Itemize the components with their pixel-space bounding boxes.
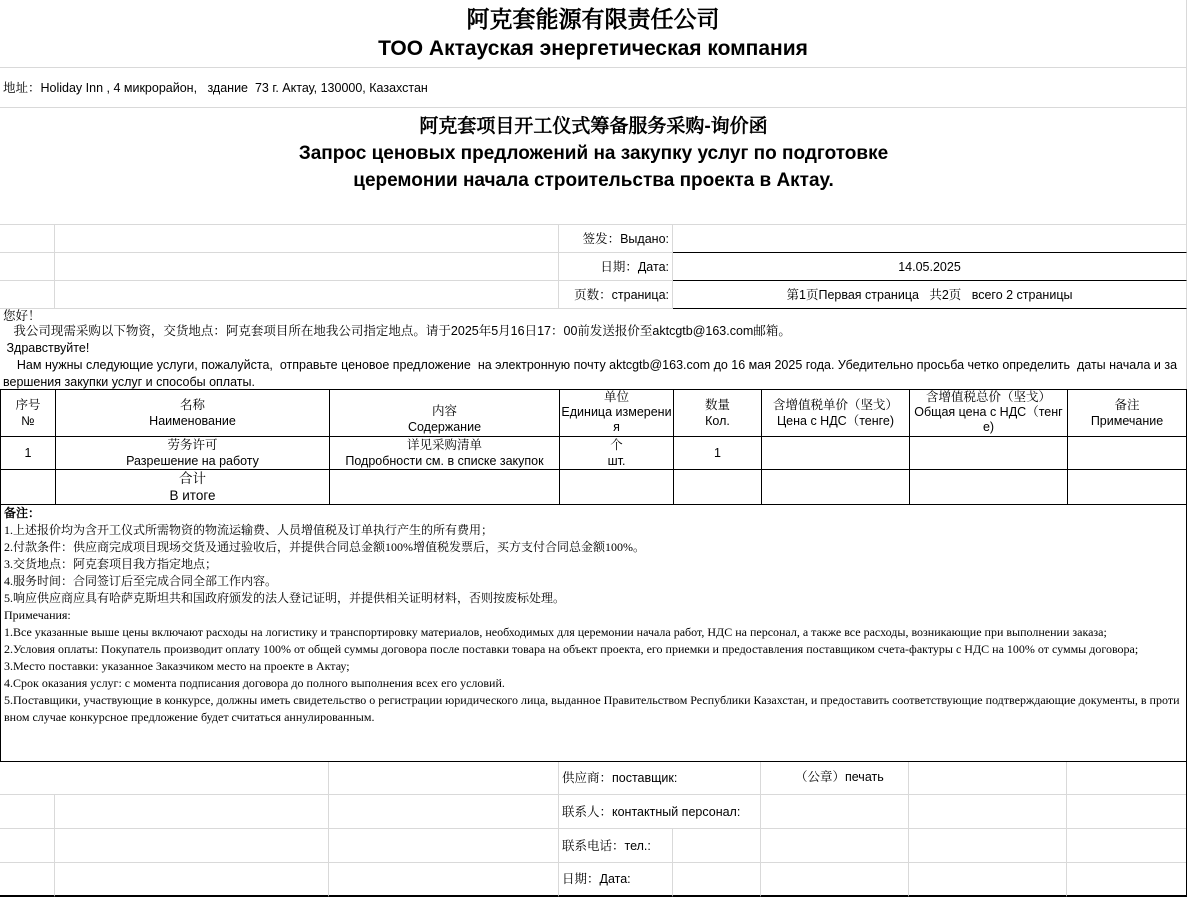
col-header-unit-price [761, 389, 910, 437]
cell-empty[interactable] [909, 795, 1067, 829]
cell-empty[interactable] [1067, 795, 1187, 829]
cell-empty[interactable] [55, 253, 559, 281]
issued-value-cell[interactable] [673, 225, 1187, 253]
company-name-cn: 阿克套能源有限责任公司 [466, 5, 720, 32]
contact-value-cell[interactable] [761, 795, 909, 829]
contact-label: 联系人：контактный персонал: [562, 804, 741, 819]
row-name-cn: 劳务许可 [167, 438, 218, 452]
table-row-1-unit-price[interactable] [761, 436, 910, 470]
greeting-cn-hello: 您好！ [3, 309, 41, 323]
col-header-no-ru: № [21, 414, 35, 428]
supplier-label-cell [559, 761, 761, 795]
col-header-remark [1067, 389, 1187, 437]
total-row-label [55, 469, 330, 505]
table-row-1-content[interactable] [329, 436, 560, 470]
cell-empty[interactable] [55, 863, 329, 897]
cell-empty[interactable] [0, 863, 55, 897]
cell-empty[interactable] [909, 829, 1067, 863]
page-value: 第1页Первая страница 共2页 всего 2 страницы [786, 287, 1073, 302]
notes-cn-item-1: 1.上述报价均为含开工仪式所需物资的物流运输费、人员增值税及订单执行产生的所有费用； [4, 523, 494, 537]
total-row-unit[interactable] [559, 469, 674, 505]
issued-label-cell [559, 225, 673, 253]
cell-empty[interactable] [0, 795, 55, 829]
cell-empty[interactable] [761, 863, 909, 897]
notes-ru-item-1: 1.Все указанные выше цены включают расходы на логистику и транспортировку материалов, необходимых для церемонии начала работ, НДС на персонал, а также все расходы, возникающие при выполнении заказа; [4, 625, 1107, 639]
page-label: 页数：страница: [574, 287, 669, 302]
sign-date-label: 日期：Дата: [562, 872, 631, 886]
greeting-ru-body: Нам нужны следующие услуги, пожалуйста, отправьте ценовое предложение на электронную почту aktcgtb@163.com до 16 мая 2025 года. Убедительно просьба четко определить даты начала и завершения закупки услуг и способы оплаты. [3, 358, 1178, 389]
notes-ru-item-5: 5.Поставщики, участвующие в конкурсе, должны иметь свидетельство о регистрации юридического лица, выданное Правительством Республики Казахстан, и предоставить соответствующие подтверждающие документы, в противном случае конкурсное предложение будет считаться аннулированным. [4, 693, 1180, 724]
cell-empty[interactable] [0, 225, 55, 253]
table-row-1-unit[interactable] [559, 436, 674, 470]
col-header-name-cn: 名称 [179, 398, 205, 412]
row-content-ru: Подробности см. в списке закупок [345, 454, 544, 468]
cell-empty[interactable] [55, 281, 559, 309]
row-name-ru: Разрешение на работу [126, 454, 259, 468]
supplier-label: 供应商：поставщик: [562, 770, 678, 785]
page-label-cell [559, 281, 673, 309]
total-row-remark[interactable] [1067, 469, 1187, 505]
notes-cell[interactable] [0, 504, 1187, 762]
greeting-ru-hello: Здравствуйте! [3, 341, 90, 355]
company-title-cell[interactable] [0, 0, 1187, 68]
col-header-content-ru: Содержание [407, 420, 482, 434]
company-name-ru: ТОО Актауская энергетическая компания [378, 36, 808, 60]
total-row-content[interactable] [329, 469, 560, 505]
document-title-cell[interactable] [0, 108, 1187, 225]
issued-label: 签发：Выдано: [582, 231, 669, 246]
row-no: 1 [24, 446, 32, 460]
total-row-qty[interactable] [673, 469, 762, 505]
table-row-1-no[interactable] [0, 436, 56, 470]
cell-empty[interactable] [1067, 863, 1187, 897]
col-header-qty-ru: Кол. [705, 414, 730, 428]
seal-label: （公章）печать [795, 770, 884, 784]
date-label-cell [559, 253, 673, 281]
date-value: 14.05.2025 [898, 259, 961, 274]
address-text: 地址：Holiday Inn , 4 микрорайон, здание 73 г. Актау, 130000, Казахстан [3, 80, 428, 95]
document-title-ru-line1: Запрос ценовых предложений на закупку услуг по подготовке [298, 143, 889, 164]
cell-empty[interactable] [0, 253, 55, 281]
col-header-total-price [909, 389, 1068, 437]
document-title-ru-line2: церемонии начала строительства проекта в Актау. [353, 170, 834, 191]
col-header-no-cn: 序号 [15, 398, 41, 412]
col-header-name-ru: Наименование [149, 414, 236, 428]
col-header-content [329, 389, 560, 437]
contact-label-cell [559, 795, 761, 829]
notes-ru-title: Примечания: [4, 608, 71, 622]
row-unit-cn: 个 [610, 438, 623, 452]
notes-cn-item-4: 4.服务时间：合同签订后至完成合同全部工作内容。 [4, 574, 278, 588]
col-header-unit [559, 389, 674, 437]
notes-cn-item-2: 2.付款条件：供应商完成项目现场交货及通过验收后，并提供合同总金额100%增值税发票后，买方支付合同总金额100%。 [4, 540, 645, 554]
cell-empty[interactable] [329, 761, 559, 795]
row-qty: 1 [714, 446, 721, 460]
cell-empty[interactable] [55, 225, 559, 253]
table-row-1-remark[interactable] [1067, 436, 1187, 470]
page-value-cell[interactable] [673, 281, 1187, 309]
cell-empty[interactable] [55, 795, 329, 829]
col-header-unit-price-ru: Цена с НДС（тенге) [776, 414, 895, 428]
row-content-cn: 详见采购清单 [406, 438, 482, 452]
phone-label-cell [559, 829, 673, 863]
col-header-name [55, 389, 330, 437]
address-cell[interactable] [0, 68, 1187, 108]
cell-empty[interactable] [329, 863, 559, 897]
cell-empty[interactable] [0, 761, 329, 795]
notes-cn-item-5: 5.响应供应商应具有哈萨克斯坦共和国政府颁发的法人登记证明，并提供相关证明材料，否则按废标处理。 [4, 591, 566, 605]
phone-value-cell[interactable] [673, 829, 761, 863]
total-row-total-price[interactable] [909, 469, 1068, 505]
col-header-remark-cn: 备注 [1114, 398, 1140, 412]
col-header-unit-cn: 单位 [603, 390, 629, 404]
col-header-total-price-ru: Общая цена с НДС（тенге) [914, 405, 1063, 434]
greeting-cn-body: 我公司现需采购以下物资，交货地点：阿克套项目所在地我公司指定地点。请于2025年5月16日17：00前发送报价至aktcgtb@163.com邮箱。 [3, 324, 791, 338]
notes-cn-title: 备注： [4, 506, 41, 520]
row-unit-ru: шт. [607, 454, 626, 468]
sign-date-label-cell [559, 863, 673, 897]
table-row-1-qty[interactable] [673, 436, 762, 470]
cell-empty[interactable] [329, 795, 559, 829]
cell-empty[interactable] [329, 829, 559, 863]
notes-cn-item-3: 3.交货地点：阿克套项目我方指定地点； [4, 557, 218, 571]
date-label: 日期：Дата: [600, 259, 669, 274]
total-row-no[interactable] [0, 469, 56, 505]
date-value-cell[interactable] [673, 253, 1187, 281]
total-label-ru: В итоге [169, 488, 216, 503]
seal-cell[interactable] [761, 761, 909, 795]
cell-empty[interactable] [761, 829, 909, 863]
total-row-unit-price[interactable] [761, 469, 910, 505]
greeting-cell[interactable] [0, 309, 1187, 389]
col-header-unit-ru: Единица измерения [561, 405, 672, 434]
col-header-total-price-cn: 含增值税总价（坚戈） [925, 390, 1051, 404]
cell-empty[interactable] [909, 863, 1067, 897]
col-header-remark-ru: Примечание [1090, 414, 1164, 428]
col-header-unit-price-cn: 含增值税单价（坚戈） [772, 398, 898, 412]
col-header-qty [673, 389, 762, 437]
table-row-1-name[interactable] [55, 436, 330, 470]
cell-empty[interactable] [55, 829, 329, 863]
sign-date-value-cell[interactable] [673, 863, 761, 897]
notes-ru-item-3: 3.Место поставки: указанное Заказчиком место на проекте в Актау; [4, 659, 350, 673]
total-label-cn: 合计 [179, 471, 206, 486]
notes-ru-item-4: 4.Срок оказания услуг: с момента подписания договора до полного выполнения всех его условий. [4, 676, 505, 690]
phone-label: 联系电话：тел.: [562, 838, 651, 853]
cell-empty[interactable] [1067, 829, 1187, 863]
cell-empty[interactable] [1067, 761, 1187, 795]
cell-empty[interactable] [0, 829, 55, 863]
document-title-cn: 阿克套项目开工仪式筹备服务采购-询价函 [419, 116, 768, 137]
cell-empty[interactable] [909, 761, 1067, 795]
col-header-qty-cn: 数量 [704, 398, 730, 412]
col-header-no [0, 389, 56, 437]
table-row-1-total-price[interactable] [909, 436, 1068, 470]
cell-empty[interactable] [0, 281, 55, 309]
notes-ru-item-2: 2.Условия оплаты: Покупатель производит оплату 100% от общей суммы договора после поставки товара на объект проекта, его приемки и предоставления поставщиком счета-фактуры с НДС на 100% от суммы договора; [4, 642, 1139, 656]
col-header-content-cn: 内容 [431, 404, 457, 418]
